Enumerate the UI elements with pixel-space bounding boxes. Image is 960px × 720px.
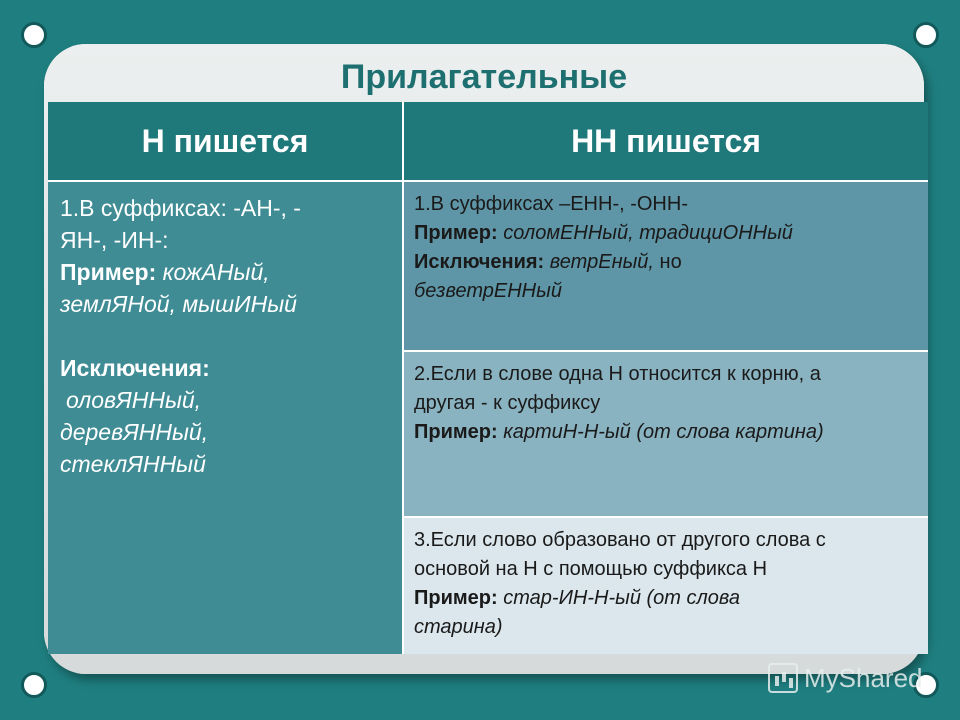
double-n-rule-3-cell (404, 518, 928, 654)
double-n-rule-1-exceptions-label: Исключения: (414, 251, 545, 273)
single-n-cell (48, 182, 402, 654)
double-n-rule-1-exception-c: безветрЕННый (414, 280, 562, 302)
double-n-rule-3-example-line1: стар-ИН-Н-ый (от слова (503, 587, 741, 609)
double-n-rule-3-example-line2: старина) (414, 616, 503, 638)
single-n-example-label: Пример: (60, 259, 157, 285)
double-n-rule-1: 1.В суффиксах –ЕНН-, -ОНН- (414, 193, 688, 215)
single-n-example-row (60, 256, 392, 288)
single-n-exception-2: деревЯННый, (60, 419, 209, 445)
slide-title: Прилагательные (340, 58, 628, 96)
single-n-rule-line2: ЯН-, -ИН-: (60, 227, 169, 253)
double-n-rule-3-line2: основой на Н с помощью суффикса Н (414, 558, 768, 580)
double-n-rule-1-cell (404, 182, 928, 350)
single-n-rule-line1: 1.В суффиксах: -АН-, - (60, 195, 301, 221)
header-single-n: Н пишется (48, 102, 402, 180)
double-n-rule-1-exception-conj: но (659, 251, 682, 273)
double-n-rule-2-line1: 2.Если в слове одна Н относится к корню, а (414, 363, 821, 385)
rules-table (48, 102, 928, 654)
corner-dot-top-right (913, 22, 939, 48)
single-n-exception-3: стеклЯННый (60, 451, 206, 477)
double-n-rule-1-example-label: Пример: (414, 222, 498, 244)
single-n-exceptions-label: Исключения: (60, 355, 210, 381)
watermark-text: MyShared (804, 662, 923, 693)
double-n-rule-1-exception-a: ветрЕный, (549, 251, 654, 273)
watermark (768, 658, 923, 698)
single-n-exception-1: оловЯННый, (66, 387, 202, 413)
single-n-example-line2: землЯНой, мышИНый (60, 291, 297, 317)
double-n-rule-2-cell (404, 352, 928, 516)
double-n-rule-3-example-label: Пример: (414, 587, 498, 609)
double-n-rule-2-example-label: Пример: (414, 421, 498, 443)
corner-dot-bottom-left (21, 672, 47, 698)
double-n-rule-1-example: соломЕННый, традициОННый (503, 222, 793, 244)
header-double-n: НН пишется (404, 102, 928, 180)
chart-logo-icon (768, 663, 798, 693)
corner-dot-top-left (21, 22, 47, 48)
double-n-rule-2-example: картиН-Н-ый (от слова картина) (503, 421, 824, 443)
double-n-rule-2-line2: другая - к суффиксу (414, 392, 601, 414)
single-n-example-line1: кожАНый, (162, 259, 270, 285)
double-n-rule-3-line1: 3.Если слово образовано от другого слова с (414, 529, 826, 551)
